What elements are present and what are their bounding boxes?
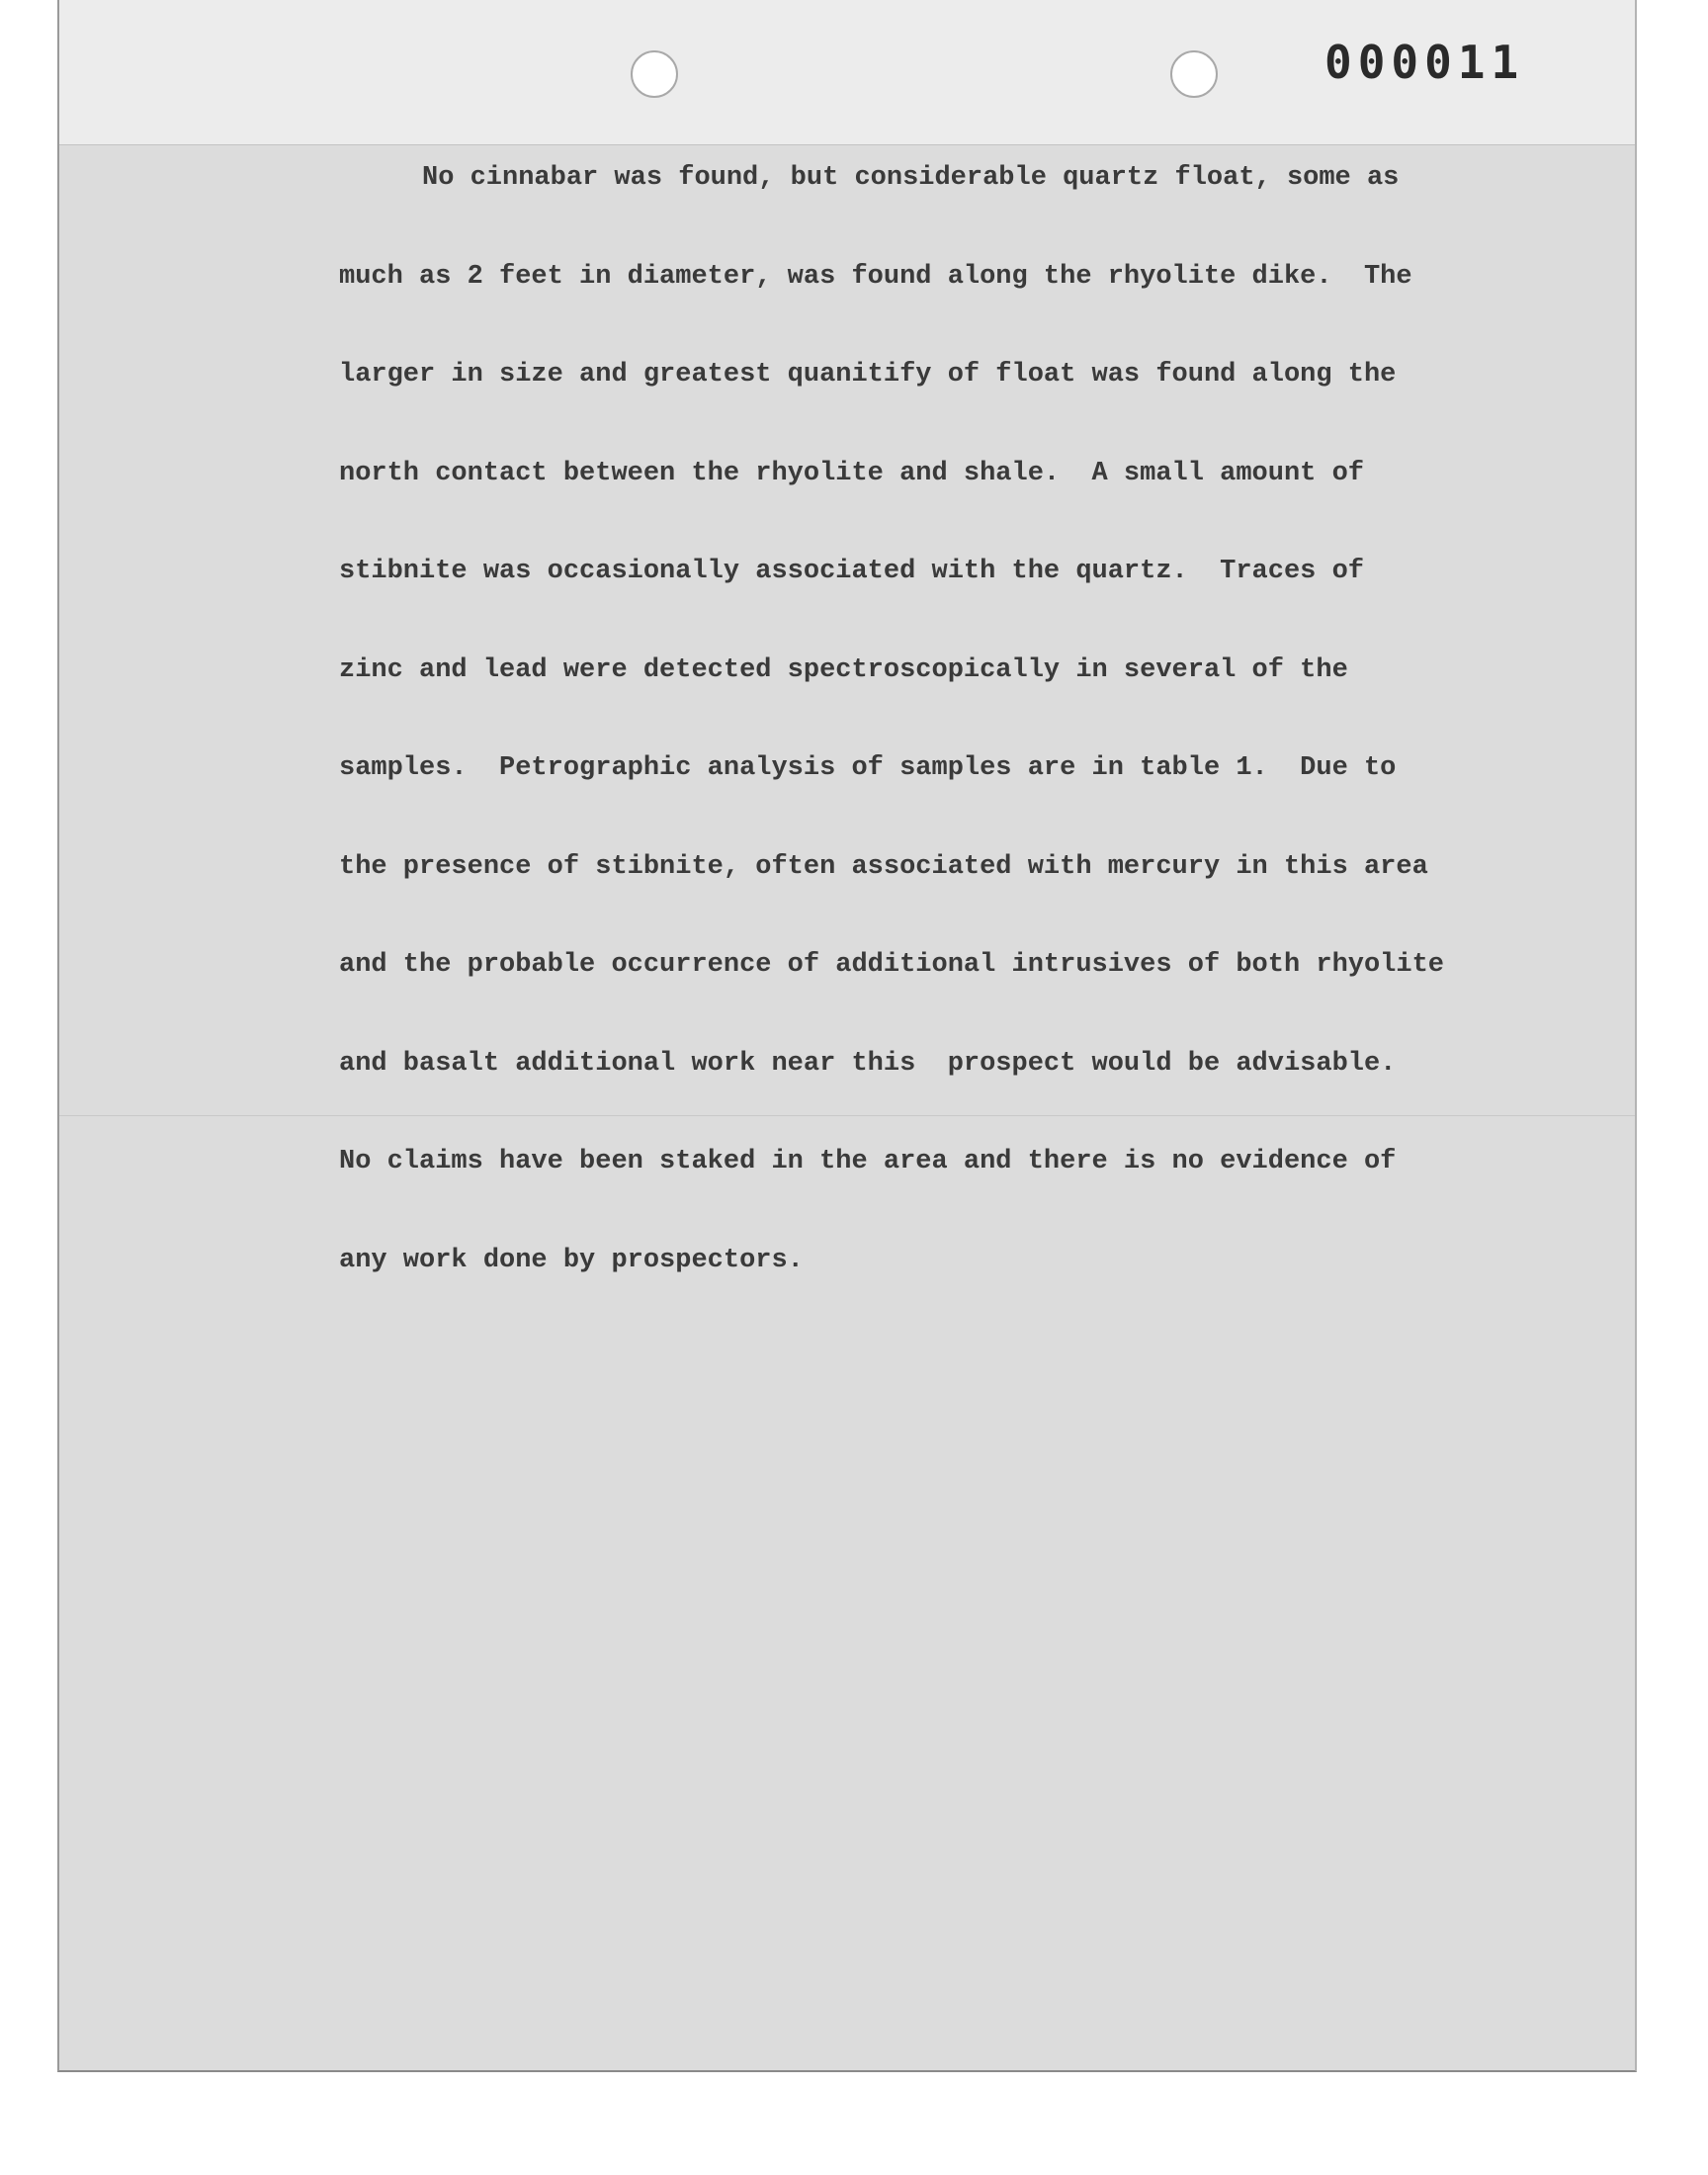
text-line: larger in size and greatest quanitify of float was found along the <box>339 360 1397 390</box>
punch-hole-left <box>631 50 678 98</box>
punch-hole-right <box>1170 50 1218 98</box>
text-line: zinc and lead were detected spectroscopically in several of the <box>339 654 1348 685</box>
text-line: any work done by prospectors. <box>339 1245 804 1275</box>
text-line: much as 2 feet in diameter, was found along the rhyolite dike. The <box>339 261 1412 292</box>
text-line: No claims have been staked in the area and there is no evidence of <box>339 1147 1397 1176</box>
text-line: and basalt additional work near this prospect would be advisable. <box>339 1048 1397 1079</box>
text-line: samples. Petrographic analysis of samples are in table 1. Due to <box>339 753 1397 783</box>
page-number: 000011 <box>1324 36 1525 89</box>
text-line: No cinnabar was found, but considerable quartz float, some as <box>422 163 1400 193</box>
text-line: and the probable occurrence of additional intrusives of both rhyolite <box>339 950 1444 980</box>
text-line: the presence of stibnite, often associated with mercury in this area <box>339 851 1428 882</box>
text-line: north contact between the rhyolite and shale. A small amount of <box>339 458 1364 488</box>
body-text <box>339 150 1486 1331</box>
text-line: stibnite was occasionally associated with the quartz. Traces of <box>339 557 1364 586</box>
